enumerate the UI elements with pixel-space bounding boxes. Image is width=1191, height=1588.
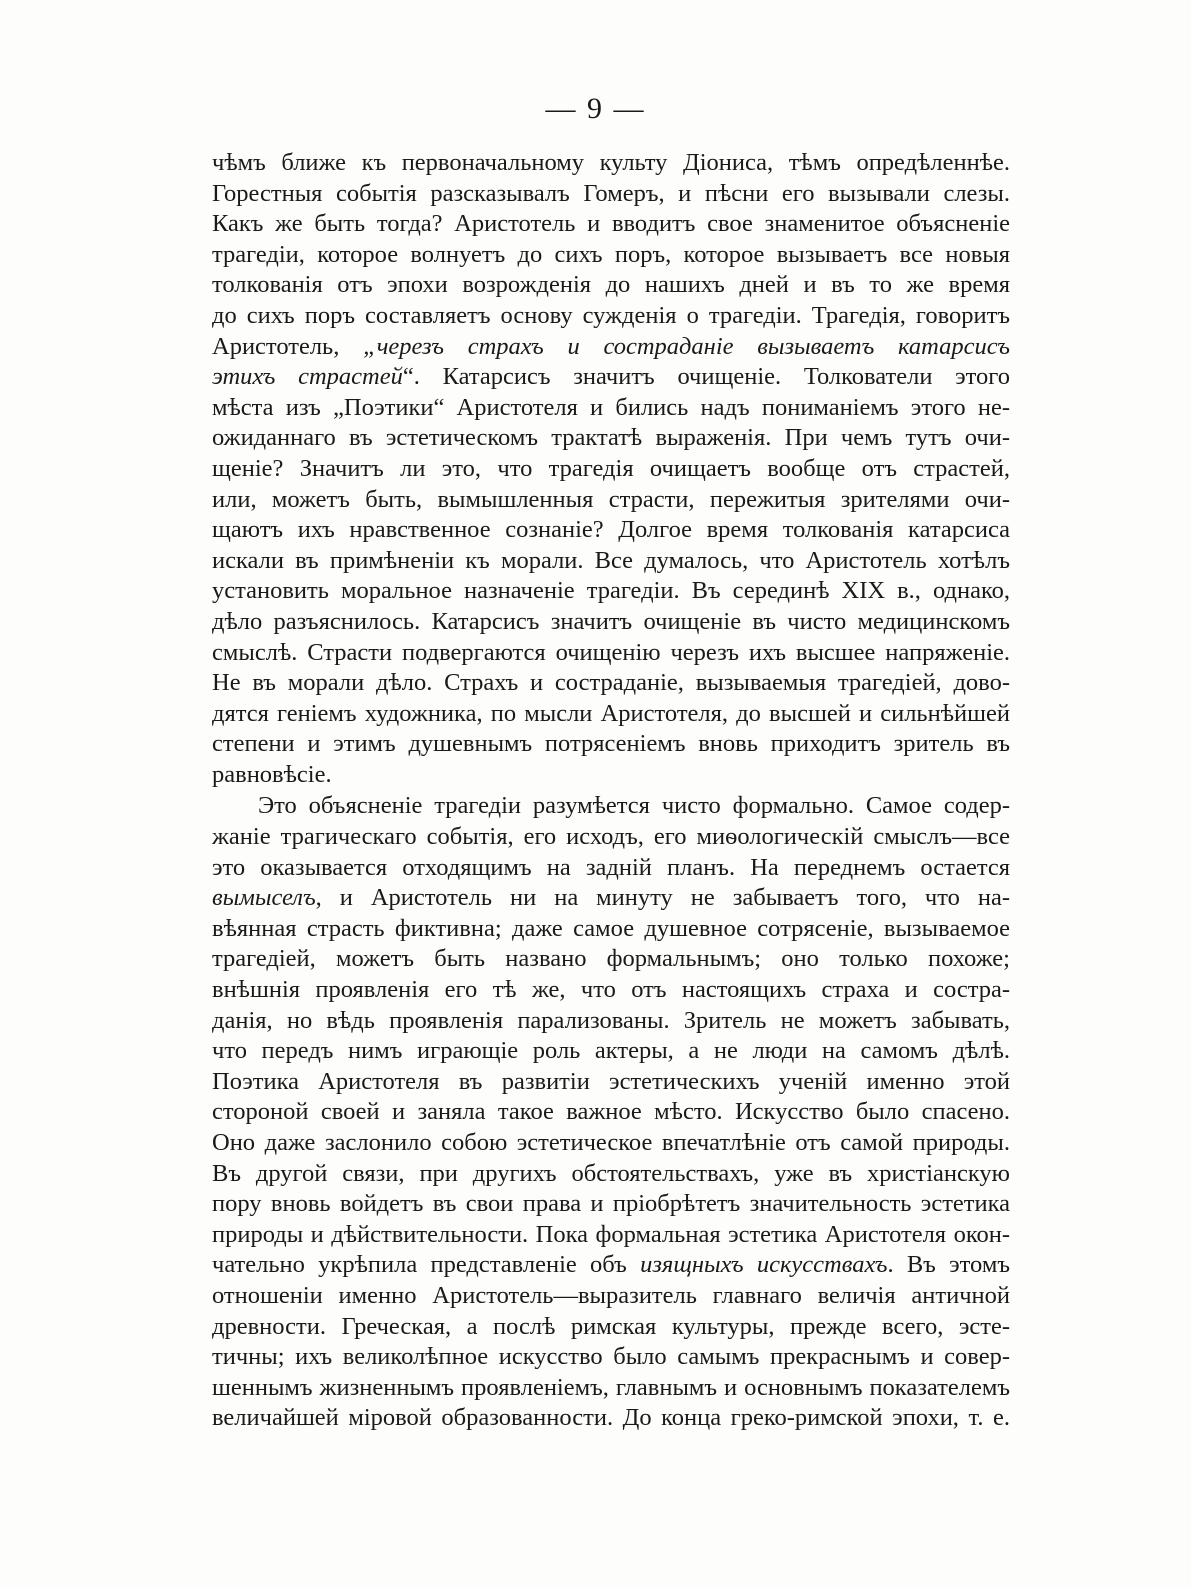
text-run: “. Катарсисъ значитъ очищеніе. Толкователи этого	[402, 363, 1010, 391]
text-line: шеннымъ жизненнымъ проявленіемъ, главнымъ и основнымъ показателемъ	[212, 1373, 1010, 1401]
text-line: щаютъ ихъ нравственное сознаніе? Долгое время толкованія катарсиса	[212, 516, 1010, 544]
text-line	[212, 1250, 1010, 1281]
text-run: . Въ этомъ	[887, 1251, 1010, 1279]
emphasis-quote: „черезъ страхъ и состраданіе вызываетъ катарсисъ	[363, 332, 1010, 360]
emphasis-word: вымыселъ	[212, 884, 316, 912]
text-run: , и Аристотель ни на минуту не забываетъ того, что на-	[315, 884, 1010, 912]
text-line: степени и этимъ душевнымъ потрясеніемъ вновь приходитъ зритель въ	[212, 730, 1010, 758]
text-line: вѣянная страсть фиктивна; даже самое душевное сотрясеніе, вызываемое	[212, 914, 1010, 942]
text-line: Горестныя событія разсказывалъ Гомеръ, и пѣсни его вызывали слезы.	[212, 179, 1010, 207]
text-line: природы и дѣйствительности. Пока формальная эстетика Аристотеля окон-	[212, 1220, 1010, 1248]
page-number: — 9 —	[545, 92, 646, 125]
text-line: Въ другой связи, при другихъ обстоятельствахъ, уже въ христіанскую	[212, 1159, 1010, 1187]
text-line: стороной своей и заняла такое важное мѣсто. Искусство было спасено.	[212, 1098, 1010, 1126]
text-line: дятся геніемъ художника, по мысли Аристотеля, до высшей и сильнѣйшей	[212, 699, 1010, 727]
text-line: щеніе? Значитъ ли это, что трагедія очищаетъ вообще отъ страстей,	[212, 454, 1010, 482]
text-line: величайшей міровой образованности. До конца греко-римской эпохи, т. е.	[212, 1404, 1010, 1432]
text-line: Поэтика Аристотеля въ развитіи эстетическихъ ученій именно этой	[212, 1067, 1010, 1095]
text-line: установить моральное назначеніе трагедіи. Въ серединѣ XIX в., однако,	[212, 577, 1010, 605]
text-line: Какъ же быть тогда? Аристотель и вводитъ свое знаменитое объясненіе	[212, 210, 1010, 238]
text-line: это оказывается отходящимъ на задній планъ. На переднемъ остается	[212, 853, 1010, 881]
text-line: искали въ примѣненіи къ морали. Все думалось, что Аристотель хотѣлъ	[212, 546, 1010, 574]
text-line: внѣшнія проявленія его тѣ же, что отъ настоящихъ страха и состра-	[212, 976, 1010, 1004]
body-text	[212, 148, 1010, 1434]
text-line: пору вновь войдетъ въ свои права и пріобрѣтетъ значительность эстетика	[212, 1190, 1010, 1218]
text-line: тичны; ихъ великолѣпное искусство было самымъ прекраснымъ и совер-	[212, 1343, 1010, 1371]
text-line: отношеніи именно Аристотель—выразитель главнаго величія античной	[212, 1281, 1010, 1309]
text-line: что передъ нимъ играющіе роль актеры, а не люди на самомъ дѣлѣ.	[212, 1037, 1010, 1065]
text-line	[212, 332, 1010, 363]
paragraph-1	[212, 148, 1010, 790]
text-line: Не въ морали дѣло. Страхъ и состраданіе, вызываемыя трагедіей, дово-	[212, 669, 1010, 697]
text-line: данія, но вѣдь проявленія парализованы. Зритель не можетъ забывать,	[212, 1006, 1010, 1034]
text-line: жаніе трагическаго событія, его исходъ, его миѳологическій смыслъ—все	[212, 823, 1010, 851]
text-line: дѣло разъяснилось. Катарсисъ значитъ очищеніе въ чисто медицинскомъ	[212, 607, 1010, 635]
text-line: толкованія отъ эпохи возрожденія до нашихъ дней и въ то же время	[212, 271, 1010, 299]
text-line: древности. Греческая, а послѣ римская культуры, прежде всего, эсте-	[212, 1312, 1010, 1340]
text-line: мѣста изъ „Поэтики“ Аристотеля и бились надъ пониманіемъ этого не-	[212, 393, 1010, 421]
text-line: равновѣсіе.	[212, 760, 332, 788]
text-line	[212, 883, 1010, 914]
text-line: смыслѣ. Страсти подвергаются очищенію черезъ ихъ высшее напряженіе.	[212, 638, 1010, 666]
paragraph-2	[212, 791, 1010, 1433]
text-run: Аристотель,	[212, 332, 364, 360]
text-line: трагедіей, можетъ быть названо формальнымъ; оно только похоже;	[212, 945, 1010, 973]
text-line: Оно даже заслонило собою эстетическое впечатлѣніе отъ самой природы.	[212, 1129, 1010, 1156]
text-line: или, можетъ быть, вымышленныя страсти, пережитыя зрителями очи-	[212, 485, 1010, 513]
text-line: ожиданнаго въ эстетическомъ трактатѣ выраженія. При чемъ тутъ очи-	[212, 424, 1010, 452]
text-line: до сихъ поръ составляетъ основу сужденія о трагедіи. Трагедія, говоритъ	[212, 301, 1010, 329]
text-run: чательно укрѣпила представленіе объ	[212, 1251, 641, 1279]
emphasis-quote: этихъ страстей	[212, 363, 403, 391]
text-line: чѣмъ ближе къ первоначальному культу Діониса, тѣмъ опредѣленнѣе.	[212, 149, 1010, 176]
text-line: Это объясненіе трагедіи разумѣется чисто формально. Самое содер-	[258, 792, 1010, 820]
text-line: трагедіи, которое волнуетъ до сихъ поръ, которое вызываетъ все новыя	[212, 240, 1010, 268]
emphasis-phrase: изящныхъ искусствахъ	[640, 1251, 888, 1279]
text-line	[212, 362, 1010, 393]
